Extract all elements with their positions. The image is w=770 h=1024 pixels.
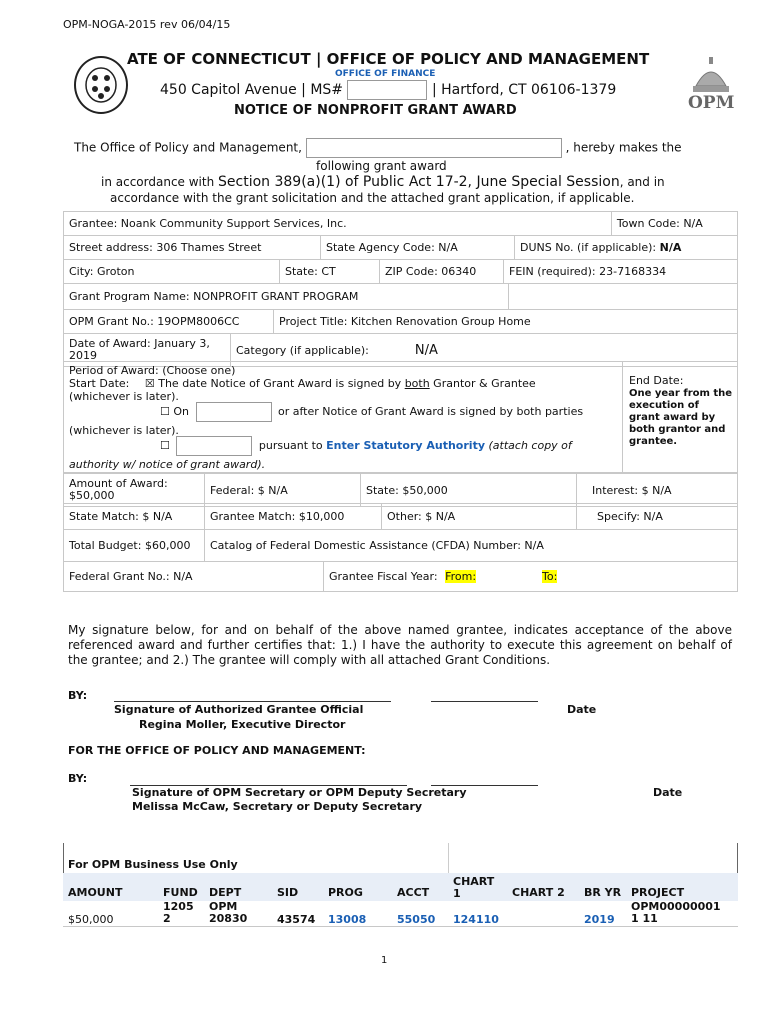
fein-cell: FEIN (required): 23-7168334 <box>504 260 738 284</box>
amount-cell: Amount of Award: $50,000 <box>64 474 205 507</box>
award-grid-4 <box>63 283 738 310</box>
val-prog: 13008 <box>328 913 367 926</box>
award-grid-5 <box>63 309 738 334</box>
col-acct: ACCT <box>397 886 430 899</box>
award-grid-8 <box>63 503 738 530</box>
col-amount: AMOUNT <box>68 886 123 899</box>
by-label-2: BY: <box>68 772 88 785</box>
val-project: OPM000000011 11 <box>631 900 721 925</box>
grantee-date-label: Date <box>567 703 597 716</box>
start-option-signed[interactable] <box>145 377 536 390</box>
grant-no-cell: OPM Grant No.: 19OPM8006CC <box>64 310 274 334</box>
intro-line1 <box>74 138 682 158</box>
ms-number-field[interactable] <box>347 80 427 100</box>
val-bryr: 2019 <box>584 913 615 926</box>
state-amount-cell: State: $50,000 <box>361 474 577 507</box>
intro-line3-c: , and in <box>619 175 665 189</box>
other-cell: Other: $ N/A <box>382 504 577 530</box>
state-cell: State: CT <box>280 260 380 284</box>
period-divider <box>622 362 623 472</box>
col-chart2: CHART 2 <box>512 886 565 899</box>
date-award-cell: Date of Award: January 3, 2019 <box>64 334 231 367</box>
attach-note: (attach copy of <box>485 439 572 452</box>
award-grid-9 <box>63 529 738 562</box>
capitol-dome-icon <box>688 56 734 94</box>
zip-cell: ZIP Code: 06340 <box>380 260 504 284</box>
category-label: Category (if applicable): <box>236 343 369 357</box>
federal-cell: Federal: $ N/A <box>205 474 361 507</box>
state-seal-icon <box>74 56 128 114</box>
fiscal-from[interactable]: From: <box>445 570 477 583</box>
interest-cell: Interest: $ N/A <box>577 474 738 507</box>
col-chart1: CHART 1 <box>453 875 495 900</box>
logo-text: OPM <box>688 93 735 113</box>
intro-line3 <box>101 174 665 190</box>
award-grid-10 <box>63 561 738 592</box>
val-chart1: 124110 <box>453 913 499 926</box>
seal-vines-icon <box>76 58 126 112</box>
sub-office: OFFICE OF FINANCE <box>335 69 436 79</box>
both-underlined: both <box>404 377 430 390</box>
end-value: One year from the execution of grant award by both grantor and grantee. <box>629 388 733 447</box>
period-block <box>63 361 738 473</box>
opm-heading: FOR THE OFFICE OF POLICY AND MANAGEMENT: <box>68 744 366 757</box>
state-match-cell: State Match: $ N/A <box>64 504 205 530</box>
award-grid-7 <box>63 473 738 507</box>
pursuant-label: pursuant to <box>258 439 327 452</box>
pursuant-checkbox[interactable]: ☐ <box>160 439 170 452</box>
by-label-1: BY: <box>68 689 88 702</box>
street-cell: Street address: 306 Thames Street <box>64 236 321 260</box>
opm-date-line[interactable] <box>431 785 538 786</box>
col-project: PROJECT <box>631 886 685 899</box>
opm-name: Melissa McCaw, Secretary or Deputy Secretary <box>132 800 423 813</box>
val-sid: 43574 <box>277 913 316 926</box>
whichever-2: (whichever is later). <box>69 424 179 437</box>
on-rest: or after Notice of Grant Award is signed by both parties <box>278 405 584 418</box>
address-right: | Hartford, CT 06106-1379 <box>431 82 617 98</box>
business-title: For OPM Business Use Only <box>68 858 238 871</box>
val-acct: 55050 <box>397 913 436 926</box>
business-left-rule <box>63 843 64 873</box>
intro-line2: following grant award <box>316 159 447 173</box>
val-amount: $50,000 <box>68 913 114 926</box>
intro-line3-a: in accordance with <box>101 175 219 189</box>
col-fund: FUND <box>163 886 198 899</box>
col-dept: DEPT <box>209 886 242 899</box>
business-table <box>63 873 738 927</box>
cfda-cell: Catalog of Federal Domestic Assistance (CFDA) Number: N/A <box>205 530 738 562</box>
start-label: Start Date: <box>69 377 130 390</box>
acceptance-text: My signature below, for and on behalf of the above named grantee, indicates acceptance of the above referenced award and further certifies that: 1.) I have the authority to execute this agreement on behalf of the grantee; and 2.) The grantee will comply with all attached Grant Conditions. <box>68 623 732 667</box>
pursuant-row <box>160 436 572 456</box>
grantee-cell: Grantee: Noank Community Support Services, Inc. <box>64 212 612 236</box>
duns-value: N/A <box>659 241 682 254</box>
intro-lead: The Office of Policy and Management, <box>74 140 302 155</box>
grantee-sig-label: Signature of Authorized Grantee Official <box>114 703 364 716</box>
col-sid: SID <box>277 886 299 899</box>
category-value: N/A <box>414 342 438 358</box>
statutory-authority[interactable]: Enter Statutory Authority <box>326 439 485 452</box>
specify-cell: Specify: N/A <box>577 504 738 530</box>
page-number: 1 <box>381 955 388 966</box>
start-option-text: ☒ The date Notice of Grant Award is signed by <box>144 377 405 390</box>
col-prog: PROG <box>328 886 363 899</box>
whichever-1: (whichever is later). <box>69 390 179 403</box>
col-bryr: BR YR <box>584 886 622 899</box>
business-right-rule <box>737 843 738 873</box>
val-dept: OPM 20830 <box>209 900 248 925</box>
start-row <box>69 377 536 390</box>
on-date-field[interactable] <box>196 402 272 422</box>
opm-sig-label: Signature of OPM Secretary or OPM Deputy Secretary <box>132 786 467 799</box>
grantee-date-line[interactable] <box>431 701 538 702</box>
pursuant-field[interactable] <box>176 436 252 456</box>
fiscal-to[interactable]: To: <box>542 570 558 583</box>
duns-cell <box>515 236 738 260</box>
agency-title: ATE OF CONNECTICUT | OFFICE OF POLICY AND MANAGEMENT <box>127 50 650 68</box>
award-grid-3 <box>63 259 738 284</box>
city-cell: City: Groton <box>64 260 280 284</box>
opm-date-label: Date <box>653 786 683 799</box>
opm-logo <box>688 56 734 112</box>
award-grid-1 <box>63 211 738 236</box>
on-checkbox[interactable]: ☐ On <box>160 405 189 418</box>
form-id: OPM-NOGA-2015 rev 06/04/15 <box>63 18 231 31</box>
grantee-match-cell: Grantee Match: $10,000 <box>205 504 382 530</box>
end-label: End Date: <box>629 374 684 387</box>
fiscal-year-label: Grantee Fiscal Year: <box>329 570 442 583</box>
notice-title: NOTICE OF NONPROFIT GRANT AWARD <box>234 103 517 118</box>
address-left: 450 Capitol Avenue | MS# <box>160 82 344 98</box>
grantee-signature-line[interactable] <box>114 701 391 702</box>
grantee-name: Regina Moller, Executive Director <box>139 718 346 731</box>
start-option-end: Grantor & Grantee <box>429 377 536 390</box>
total-budget-cell: Total Budget: $60,000 <box>64 530 205 562</box>
fiscal-year-cell <box>324 562 738 592</box>
authority-note: authority w/ notice of grant award). <box>69 458 266 471</box>
on-row <box>160 402 583 422</box>
agency-code-cell: State Agency Code: N/A <box>321 236 515 260</box>
program-empty-cell <box>509 284 738 310</box>
intro-trail: , hereby makes the <box>565 140 682 155</box>
period-label: Period of Award: (Choose one) <box>69 364 236 377</box>
federal-grant-no-cell: Federal Grant No.: N/A <box>64 562 324 592</box>
program-cell: Grant Program Name: NONPROFIT GRANT PROGRAM <box>64 284 509 310</box>
award-grid-2 <box>63 235 738 260</box>
duns-label: DUNS No. (if applicable): <box>520 241 660 254</box>
val-fund: 12052 <box>163 900 194 925</box>
statute-reference: Section 389(a)(1) of Public Act 17-2, June Special Session <box>218 174 620 190</box>
address-line <box>160 80 616 100</box>
town-code-cell: Town Code: N/A <box>611 212 737 236</box>
intro-line4: accordance with the grant solicitation and the attached grant application, if applicable. <box>110 191 635 205</box>
project-title-cell: Project Title: Kitchen Renovation Group Home <box>274 310 738 334</box>
office-name-field[interactable] <box>306 138 562 158</box>
business-mid-rule <box>448 843 449 873</box>
